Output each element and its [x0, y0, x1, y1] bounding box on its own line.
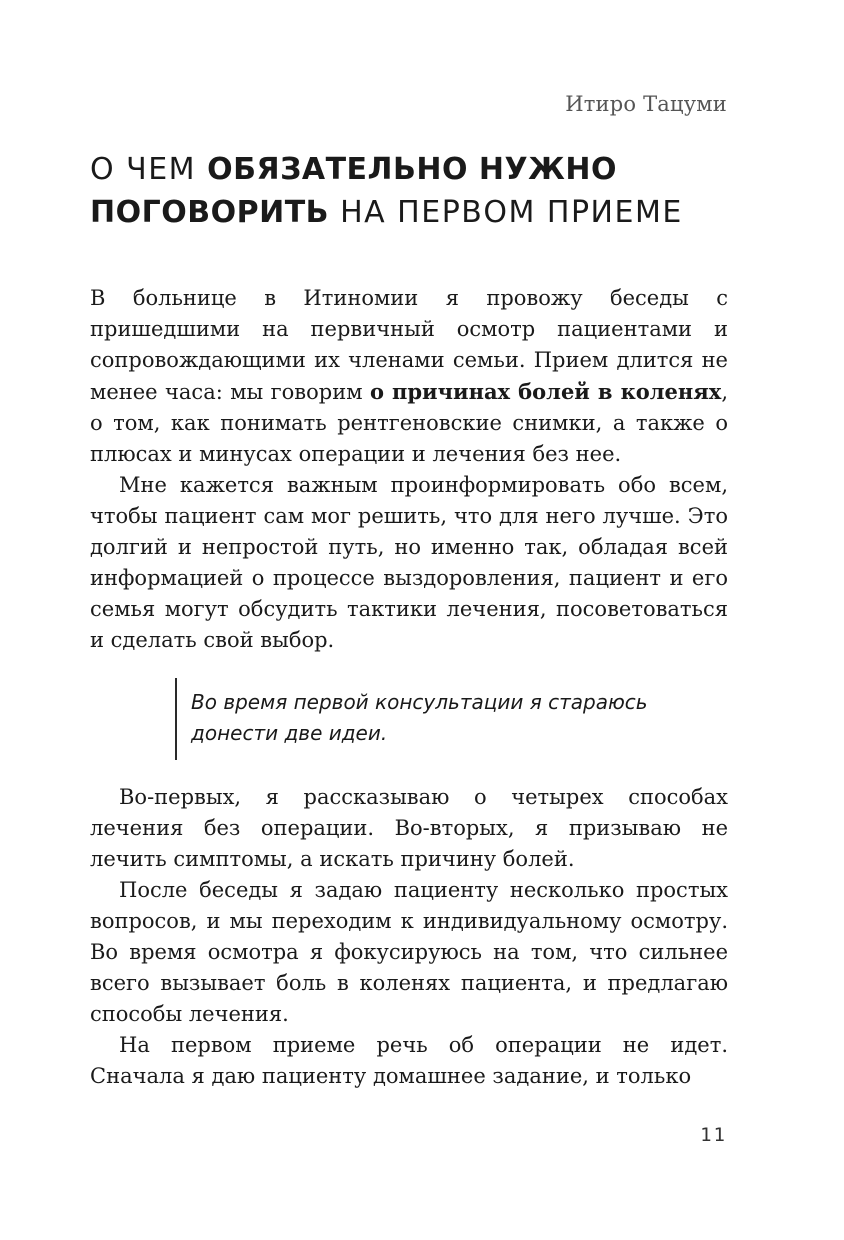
- chapter-title-part2-light: НА ПЕРВОМ ПРИЕМЕ: [329, 195, 683, 230]
- paragraph-1-text-start: В больнице в Итиномии я провожу беседы с пришедшими на первичный осмотр пациентами и сопровождающими их членами семьи. Прием длится не менее часа: мы говорим: [90, 286, 728, 404]
- chapter-title-part2-bold: ПОГОВОРИТЬ: [90, 195, 330, 230]
- paragraph-2: Мне кажется важным проинформировать обо всем, чтобы пациент сам мог решить, что для него лучше. Это долгий и непростой путь, но именно так, обладая всей информацией о процессе выздоровления, пациент и его семья могут обсудить тактики лечения, посоветоваться и сделать свой выбор.: [90, 473, 728, 652]
- paragraph-1-text-end: , о том, как понимать рентгеновские снимки, а также о плюсах и минусах операции и лечения без нее.: [90, 380, 728, 466]
- paragraph-5: На первом приеме речь об операции не идет. Сначала я даю пациенту домашнее задание, и только: [90, 1033, 728, 1088]
- chapter-title-part1-light: О ЧЕМ: [90, 152, 208, 187]
- body-text-block-2: [90, 782, 728, 1092]
- chapter-title-part1-bold: ОБЯЗАТЕЛЬНО НУЖНО: [207, 152, 617, 187]
- chapter-title: [90, 148, 750, 234]
- paragraph-1: [90, 283, 728, 470]
- page-number: 11: [700, 1124, 727, 1146]
- paragraph-3: Во-первых, я рассказываю о четырех способах лечения без операции. Во-вторых, я призываю не лечить симптомы, а искать причину болей.: [90, 785, 728, 871]
- pullquote-text: Во время первой консультации я стараюсь донести две идеи.: [191, 690, 648, 745]
- body-text-block-1: [90, 283, 728, 656]
- pullquote: [175, 678, 695, 760]
- running-head-author: Итиро Тацуми: [565, 92, 727, 116]
- paragraph-4: После беседы я задаю пациенту несколько простых вопросов, и мы переходим к индивидуальному осмотру. Во время осмотра я фокусируюсь на том, что сильнее всего вызывает боль в коленях пациента, и предлагаю способы лечения.: [90, 878, 728, 1026]
- paragraph-1-emphasis: о причинах болей в коленях: [369, 379, 722, 404]
